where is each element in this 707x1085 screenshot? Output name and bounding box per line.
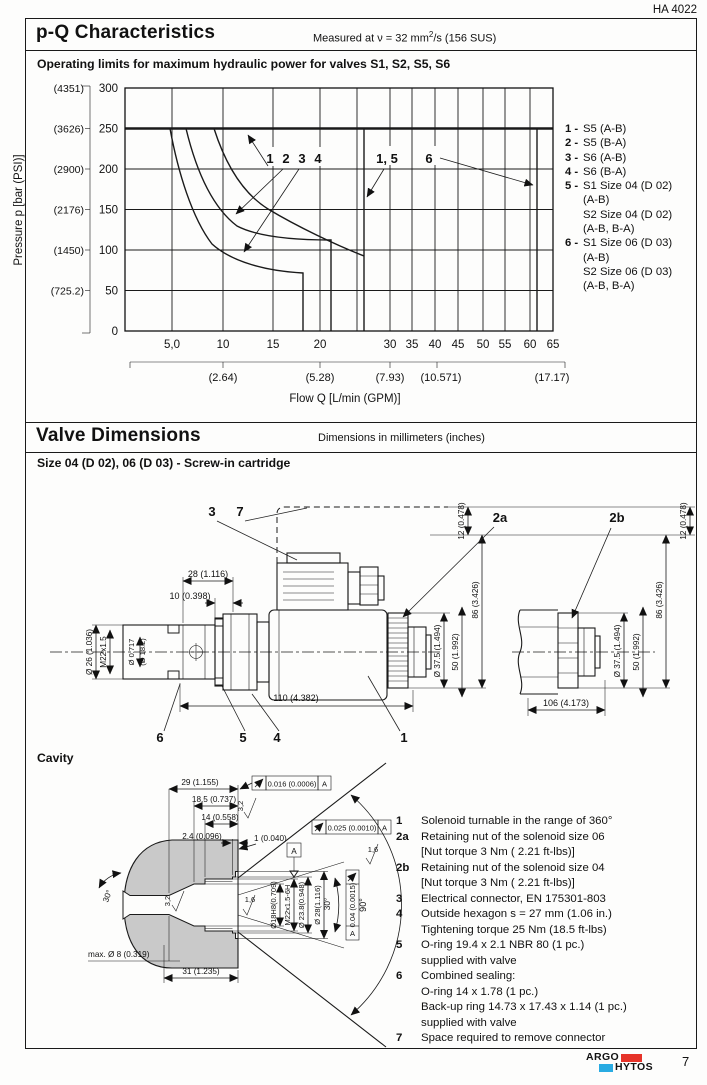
- roughness-32-top: 3,2: [236, 800, 245, 812]
- x-tick-60: 60: [523, 339, 537, 351]
- gpm-tick-528: (5.28): [305, 372, 335, 384]
- legend-item-label: S1 Size 06 (D 03): [583, 237, 673, 250]
- doc-number: HA 4022: [652, 4, 697, 16]
- dim-29: 29 (1.155): [181, 778, 219, 787]
- gdt-0025-datum: A: [381, 823, 388, 833]
- cavity-title: Cavity: [37, 751, 74, 765]
- note-line: [396, 845, 696, 861]
- note-text: Space required to remove connector: [421, 1032, 606, 1044]
- dim-110: 110 (4.382): [273, 693, 319, 703]
- gpm-axis: [130, 362, 565, 368]
- curve-label-6: 6: [425, 151, 433, 166]
- legend-item: [565, 151, 697, 165]
- logo-argo-text: ARGO: [586, 1051, 620, 1063]
- legend-item-label: S5 (A-B): [583, 123, 627, 135]
- valve-right-dimensions: [528, 502, 690, 716]
- dim-106: 106 (4.173): [542, 698, 590, 708]
- y-tick-50: 50: [105, 285, 118, 298]
- note-line: [396, 985, 696, 1001]
- note-number: 2a: [396, 830, 409, 843]
- note-number: [396, 923, 421, 939]
- note-line: [396, 814, 696, 830]
- note-number: [396, 954, 421, 970]
- dim-50-right: 50 (1.992): [632, 633, 641, 671]
- dim-thread-m22: M22x1.5-6H: [283, 884, 292, 926]
- legend-item-number: 4 -: [565, 165, 579, 178]
- legend-item: [565, 251, 697, 265]
- datum-a-box: A: [291, 847, 297, 856]
- y-psi-1450: (1450): [53, 245, 84, 257]
- legend-item-number: [565, 251, 583, 265]
- x-axis-title: Flow Q [L/min (GPM)]: [289, 393, 401, 405]
- logo-hytos-text: HYTOS: [615, 1061, 653, 1073]
- callout-7: 7: [236, 504, 244, 519]
- x-tick-30: 30: [383, 339, 397, 351]
- roughness-16-thread: 1,6: [244, 895, 256, 904]
- legend-item-number: 2 -: [565, 137, 579, 150]
- legend-item: [565, 279, 697, 293]
- x-tick-45: 45: [451, 339, 465, 351]
- x-tick-65: 65: [546, 339, 560, 351]
- legend-item-label: (A-B): [583, 194, 610, 207]
- note-text: O-ring 14 x 1.78 (1 pc.): [421, 985, 539, 998]
- x-tick-15: 15: [266, 339, 280, 351]
- callout-1: 1: [400, 730, 408, 745]
- legend-item: [565, 265, 697, 279]
- angle-90: 90°: [358, 898, 368, 912]
- dim-dia26: Ø 26 (1.036): [85, 629, 94, 675]
- dim-m22: M22x1.5: [99, 636, 108, 668]
- note-text: O-ring 19.4 x 2.1 NBR 80 (1 pc.): [421, 939, 585, 951]
- pq-header-rule: [25, 50, 696, 51]
- chart-curve-labels: [236, 135, 533, 252]
- note-text: Electrical connector, EN 175301-803: [421, 892, 606, 905]
- note-number: [396, 1000, 421, 1016]
- chart-gridlines: [125, 88, 553, 331]
- note-number: 2b: [396, 861, 410, 874]
- x-tick-10: 10: [216, 339, 230, 351]
- angle-30-left: 30°: [101, 888, 114, 904]
- legend-item: [565, 222, 697, 236]
- note-text: supplied with valve: [421, 954, 517, 967]
- legend-item-label: S2 Size 06 (D 03): [583, 265, 673, 278]
- legend-item-number: 5 -: [565, 180, 579, 193]
- dim-dia238: Ø 23.8(0.948): [297, 881, 306, 929]
- legend-item: [565, 236, 697, 250]
- dim-50-left: 50 (1.992): [451, 633, 460, 671]
- note-line: [396, 876, 696, 892]
- valve-left-dimensions: [85, 502, 695, 712]
- callout-2a: 2a: [492, 510, 508, 525]
- x-tick-40: 40: [428, 339, 442, 351]
- argo-hytos-logo: [586, 1053, 653, 1072]
- dim-12-left: 12 (0.478): [457, 502, 466, 540]
- gpm-tick-264: (2.64): [208, 372, 238, 384]
- legend-item-label: S2 Size 04 (D 02): [583, 208, 673, 221]
- legend-item: [565, 136, 697, 150]
- page-number: 7: [682, 1054, 690, 1069]
- dim-185: 18.5 (0.737): [191, 795, 237, 804]
- pq-note-suffix: /s (156 SUS): [433, 32, 497, 45]
- vd-top-rule: [25, 422, 696, 423]
- vd-units-note: Dimensions in millimeters (inches): [318, 432, 485, 444]
- connector-removal-envelope: [277, 507, 448, 563]
- dim-dia375-left: Ø 37.5 (1.494): [433, 624, 442, 678]
- logo-blue-block: [599, 1064, 613, 1072]
- note-text: [Nut torque 3 Nm ( 2.21 ft-lbs)]: [421, 877, 575, 889]
- note-line: [396, 954, 696, 970]
- gdt-0016: 0.016 (0.0006): [267, 779, 317, 789]
- y-psi-3626: (3626): [53, 123, 84, 136]
- note-text: supplied with valve: [421, 1016, 517, 1029]
- note-text: Combined sealing:: [421, 970, 516, 982]
- legend-item: [565, 208, 697, 222]
- datum-a-triangle: [290, 871, 298, 877]
- note-line: [396, 830, 696, 846]
- x-tick-20: 20: [313, 339, 327, 351]
- note-text: Outside hexagon s = 27 mm (1.06 in.): [421, 908, 612, 920]
- roughness-16-cone: 1,6: [367, 845, 379, 854]
- y-tick-250: 250: [98, 123, 118, 136]
- note-number: [396, 845, 421, 861]
- pq-measure-note: [313, 30, 496, 45]
- x-tick-5: 5,0: [164, 339, 180, 351]
- note-text: Back-up ring 14.73 x 17.43 x 1.14 (1 pc.): [421, 1001, 627, 1013]
- note-number: [396, 876, 421, 892]
- note-text: Tightening torque 25 Nm (18.5 ft-lbs): [421, 923, 607, 936]
- curve-label-1-5: 1, 5: [376, 151, 398, 166]
- note-line: [396, 907, 696, 923]
- dim-31: 31 (1.235): [182, 967, 220, 976]
- callout-4: 4: [273, 730, 281, 745]
- legend-item-label: S5 (B-A): [583, 137, 627, 150]
- note-line: [396, 969, 696, 985]
- x-tick-50: 50: [476, 339, 490, 351]
- legend-item: [565, 193, 697, 207]
- gdt-0025: 0.025 (0.0010): [327, 823, 377, 833]
- note-line: [396, 892, 696, 908]
- note-line: [396, 938, 696, 954]
- legend-item-number: 6 -: [565, 237, 579, 250]
- vd-header-rule: [25, 452, 696, 453]
- pq-section-title: p-Q Characteristics: [36, 22, 216, 43]
- dim-1: 1 (0.040): [254, 834, 287, 843]
- curve-label-2: 2: [282, 151, 290, 166]
- note-line: [396, 1031, 696, 1047]
- dimension-notes: [396, 814, 696, 1047]
- valve-drawing: [25, 468, 697, 765]
- dim-86-right: 86 (3.426): [655, 581, 664, 619]
- y-tick-100: 100: [98, 245, 118, 257]
- note-text: [Nut torque 3 Nm ( 2.21 ft-lbs)]: [421, 846, 575, 858]
- chart-x-axis: [130, 339, 569, 405]
- legend-item-number: 3 -: [565, 151, 579, 164]
- legend-item-label: (A-B): [583, 251, 610, 264]
- legend-item-number: [565, 265, 583, 279]
- y-psi-725: (725.2): [50, 285, 84, 298]
- note-number: 7: [396, 1032, 403, 1044]
- note-number: 1: [396, 815, 403, 827]
- dim-bore-18h8: Ø18H8(0.709): [269, 881, 278, 929]
- note-line: [396, 1016, 696, 1032]
- callout-3: 3: [208, 504, 216, 519]
- roughness-32-bore: 3,2: [163, 895, 172, 907]
- x-tick-55: 55: [498, 339, 512, 351]
- y-tick-300: 300: [98, 83, 118, 95]
- vd-section-title: Valve Dimensions: [36, 425, 201, 446]
- note-text: Retaining nut of the solenoid size 06: [421, 830, 605, 843]
- gpm-tick-793: (7.93): [375, 372, 405, 384]
- note-number: 6: [396, 970, 403, 982]
- pq-note-sup: 2: [428, 30, 434, 39]
- curve-label-1: 1: [266, 151, 274, 166]
- callout-6: 6: [156, 730, 164, 745]
- legend-item-label: (A-B, B-A): [583, 280, 635, 293]
- pq-subtitle: Operating limits for maximum hydraulic power for valves S1, S2, S5, S6: [37, 57, 451, 71]
- dim-12-right: 12 (0.478): [679, 502, 688, 540]
- gpm-tick-10571: (10.571): [420, 372, 462, 384]
- y-tick-0: 0: [111, 326, 118, 338]
- note-number: 3: [396, 892, 403, 905]
- pq-note-prefix: Measured at ν = 32 mm: [313, 32, 429, 45]
- chart-curves: [125, 129, 553, 332]
- legend-item-label: S1 Size 04 (D 02): [583, 180, 673, 193]
- legend-item: [565, 179, 697, 193]
- legend-item-label: (A-B, B-A): [583, 223, 635, 236]
- dim-10: 10 (0.398): [169, 591, 211, 601]
- x-tick-35: 35: [405, 339, 419, 351]
- chart-legend: [565, 122, 697, 294]
- gdt-0016-datum: A: [321, 779, 328, 789]
- y-psi-2176: (2176): [53, 204, 84, 217]
- y-psi-2900: (2900): [53, 164, 84, 176]
- dim-dia18-mm: (Ø 18.2): [138, 638, 147, 666]
- legend-item-label: S6 (A-B): [583, 151, 627, 164]
- dim-14: 14 (0.558): [201, 813, 239, 822]
- dim-dia28: Ø 28(1.116): [313, 885, 322, 925]
- note-number: 5: [396, 939, 403, 951]
- legend-item-label: S6 (B-A): [583, 165, 627, 178]
- callout-2b: 2b: [609, 510, 625, 525]
- y-axis-title: Pressure p [bar (PSI)]: [13, 154, 25, 266]
- legend-item: [565, 165, 697, 179]
- legend-item-number: [565, 279, 583, 293]
- note-line: [396, 1000, 696, 1016]
- dim-24: 2.4 (0.096): [182, 832, 222, 841]
- dim-86-left: 86 (3.426): [471, 581, 480, 619]
- legend-item: [565, 122, 697, 136]
- legend-item-number: [565, 208, 583, 222]
- gdt-004: 0.04 (0.0015): [348, 882, 357, 928]
- dim-dia375-right: Ø 37.5 (1.494): [613, 624, 622, 678]
- callout-5: 5: [239, 730, 247, 745]
- curve-label-4: 4: [314, 151, 322, 166]
- note-number: 4: [396, 908, 403, 920]
- legend-item-number: [565, 193, 583, 207]
- curve-label-3: 3: [298, 151, 306, 166]
- chart-y-axis: [13, 83, 118, 338]
- y-tick-150: 150: [98, 204, 118, 217]
- note-text: Retaining nut of the solenoid size 04: [421, 861, 605, 874]
- y-psi-4351: (4351): [53, 83, 84, 95]
- cavity-left-angle: [99, 873, 121, 904]
- angle-30-right: 30°: [323, 897, 332, 911]
- dim-dia18-in: Ø 0.717: [127, 638, 136, 666]
- gdt-004-datum: A: [349, 929, 356, 938]
- dim-max-dia8: max. Ø 8 (0.319): [88, 950, 150, 959]
- note-number: [396, 985, 421, 1001]
- legend-item-number: [565, 222, 583, 236]
- legend-item-number: 1 -: [565, 123, 579, 135]
- y-tick-200: 200: [98, 164, 118, 176]
- dim-28: 28 (1.116): [187, 569, 229, 579]
- gpm-tick-1717: (17.17): [534, 372, 570, 384]
- note-line: [396, 923, 696, 939]
- note-number: [396, 1016, 421, 1032]
- note-line: [396, 861, 696, 877]
- vd-subtitle: Size 04 (D 02), 06 (D 03) - Screw-in cartridge: [37, 456, 291, 470]
- note-text: Solenoid turnable in the range of 360°: [421, 815, 613, 827]
